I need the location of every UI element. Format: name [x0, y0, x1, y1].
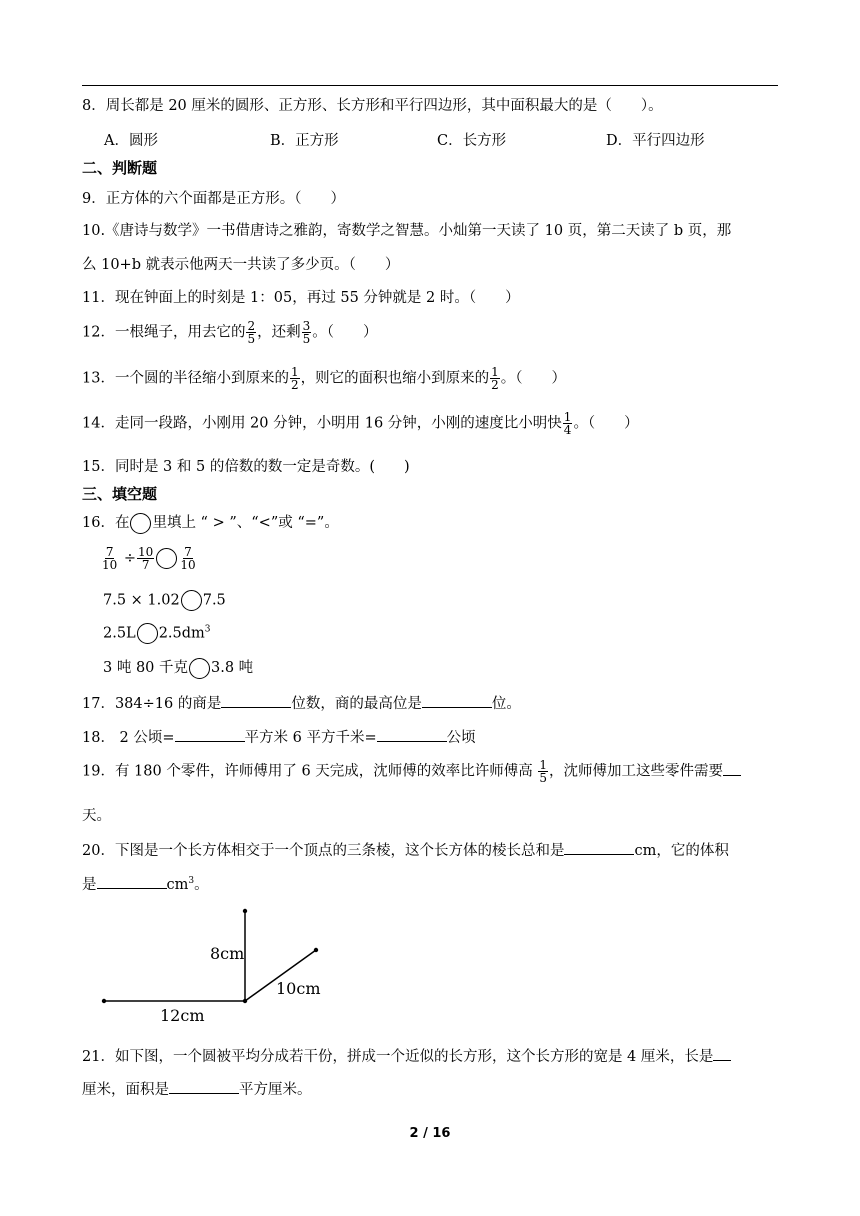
section-heading-judgement: 二、判断题	[82, 159, 158, 177]
q19-text-post: ，沈师傅加工这些零件需要	[549, 763, 724, 780]
q13-text-post: 。（ ）	[500, 370, 566, 387]
q18-text-c: 公顷	[446, 730, 476, 746]
q8-option-d: D．平行四边形	[606, 133, 705, 149]
q20-text-a: 20．下图是一个长方体相交于一个顶点的三条棱，这个长方体的棱长总和是	[82, 843, 565, 859]
answer-blank[interactable]	[169, 1079, 239, 1094]
q16-text-pre: 16．在	[82, 515, 130, 531]
label-depth: 10cm	[276, 979, 321, 998]
frac-numerator: 1	[491, 365, 499, 379]
q16-r1-operator: ÷	[123, 550, 137, 567]
q20-text-c: 是	[82, 877, 97, 893]
q16-r3-superscript: 3	[204, 624, 211, 635]
vertex-point	[243, 909, 247, 913]
frac-denominator: 4	[563, 423, 572, 437]
q12-text-pre: 12．一根绳子，用去它的	[82, 324, 246, 341]
q16-r3-right: 2.5dm	[158, 625, 205, 642]
frac-denominator: 7	[141, 558, 150, 572]
label-height: 8cm	[210, 944, 245, 963]
question-9: 9．正方体的六个面都是正方形。（ ）	[82, 191, 345, 207]
q16-r2-left: 7.5 × 1.02	[103, 592, 180, 609]
frac-numerator: 1	[563, 410, 572, 424]
q18-text-b: 平方米 6 平方千米=	[244, 730, 377, 746]
frac-denominator: 5	[247, 332, 256, 346]
q14-text-pre: 14．走同一段路，小刚用 20 分钟，小明用 16 分钟，小刚的速度比小明快	[82, 415, 562, 432]
vertex-point	[314, 948, 318, 952]
question-10-line-2: 么 10+b 就表示他两天一共读了多少页。（ ）	[82, 257, 400, 273]
q13-text-mid: ，则它的面积也缩小到原来的	[300, 370, 490, 387]
q20-superscript: 3	[188, 876, 195, 887]
answer-blank[interactable]	[713, 1046, 731, 1061]
q14-text-post: 。（ ）	[573, 415, 639, 432]
vertex-point	[243, 999, 247, 1003]
question-21	[82, 1045, 731, 1066]
q20-text-b: cm，它的体积	[634, 843, 729, 859]
q21-text-b: 厘米，面积是	[82, 1082, 169, 1098]
frac-numerator: 1	[290, 365, 299, 379]
q12-text-post: 。（ ）	[312, 324, 378, 341]
question-11: 11．现在钟面上的时刻是 1：05，再过 55 分钟就是 2 时。（ ）	[82, 290, 520, 306]
question-8: 8．周长都是 20 厘米的圆形、正方形、长方形和平行四边形，其中面积最大的是（ ）。	[82, 98, 663, 114]
q20-text-d: cm	[166, 877, 189, 893]
frac-denominator: 2	[491, 378, 499, 392]
frac-numerator: 10	[138, 545, 154, 559]
q17-text-b: 位数，商的最高位是	[291, 696, 422, 712]
page-number: 2 / 16	[409, 1126, 451, 1141]
q12-text-mid: ，还剩	[257, 324, 301, 341]
frac-denominator: 2	[290, 378, 299, 392]
label-length: 12cm	[160, 1006, 205, 1025]
q20-text-e: 。	[194, 877, 209, 893]
q16-text-post: 里填上 “ > ”、“<”或 “=”。	[152, 515, 339, 531]
q16-r4-left: 3 吨 80 千克	[103, 660, 189, 676]
q8-option-a: A．圆形	[104, 133, 158, 149]
question-15: 15．同时是 3 和 5 的倍数的数一定是奇数。( )	[82, 459, 410, 475]
q13-text-pre: 13．一个圆的半径缩小到原来的	[82, 370, 289, 387]
q21-text-a: 21．如下图，一个圆被平均分成若干份，拼成一个近似的长方形，这个长方形的宽是 4 厘米，长是	[82, 1049, 714, 1065]
q16-r4-right: 3.8 吨	[211, 660, 254, 676]
q21-text-c: 平方厘米。	[239, 1082, 312, 1098]
frac-numerator: 2	[247, 319, 256, 333]
q17-text-c: 位。	[491, 696, 521, 712]
question-10-line-1: 10.《唐诗与数学》一书借唐诗之雅韵，寄数学之智慧。小灿第一天读了 10 页，第二天读了 b 页，那	[82, 223, 732, 239]
section-heading-fill-in: 三、填空题	[82, 485, 158, 503]
q16-r2-right: 7.5	[202, 592, 226, 609]
q16-r3-left: 2.5L	[103, 625, 136, 642]
frac-denominator: 10	[102, 558, 118, 572]
q19-text-pre: 19．有 180 个零件，许师傅用了 6 天完成，沈师傅的效率比许师傅高	[82, 763, 538, 780]
question-19-line-2: 天。	[82, 808, 111, 824]
q18-text-a: 18． 2 公顷=	[82, 730, 175, 746]
frac-numerator: 1	[539, 758, 548, 772]
frac-denominator: 10	[180, 558, 196, 572]
q17-text-a: 17．384÷16 的商是	[82, 696, 222, 712]
question-21-line-2	[82, 1078, 312, 1099]
frac-denominator: 5	[302, 332, 311, 346]
q8-option-b: B．正方形	[270, 133, 339, 149]
frac-denominator: 5	[539, 771, 548, 785]
vertex-point	[102, 999, 106, 1003]
q8-option-c: C．长方形	[437, 133, 507, 149]
frac-numerator: 7	[105, 545, 114, 559]
frac-numerator: 7	[184, 545, 192, 559]
frac-numerator: 3	[302, 319, 311, 333]
